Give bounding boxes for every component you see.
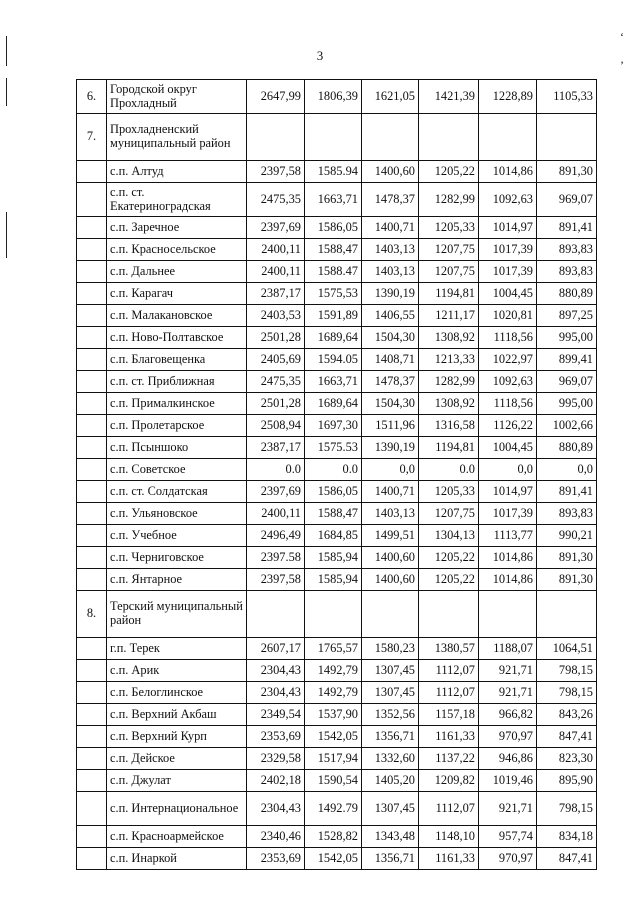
row-number xyxy=(77,161,107,183)
tariff-value xyxy=(305,114,362,161)
tariff-value: 2387,17 xyxy=(247,283,305,305)
tariff-value: 1585,94 xyxy=(305,547,362,569)
row-number xyxy=(77,547,107,569)
tariff-value: 1511,96 xyxy=(362,415,419,437)
tariff-value: 1588,47 xyxy=(305,503,362,525)
tariff-value xyxy=(305,591,362,638)
row-number xyxy=(77,217,107,239)
tariff-value: 1004,45 xyxy=(479,437,537,459)
tariff-value: 1207,75 xyxy=(419,239,479,261)
settlement-name: с.п. Дейское xyxy=(107,748,247,770)
tariff-value: 1161,33 xyxy=(419,848,479,870)
tariff-value: 897,25 xyxy=(537,305,597,327)
settlement-name: Терский муниципальный район xyxy=(107,591,247,638)
tariff-value: 1194,81 xyxy=(419,283,479,305)
table-row xyxy=(77,481,597,503)
table-row xyxy=(77,525,597,547)
table-row xyxy=(77,660,597,682)
settlement-name: с.п. Советское xyxy=(107,459,247,481)
tariff-value: 1282,99 xyxy=(419,371,479,393)
tariff-value: 1205,22 xyxy=(419,161,479,183)
tariff-value: 1112,07 xyxy=(419,660,479,682)
row-number xyxy=(77,327,107,349)
tariff-value: 2304,43 xyxy=(247,682,305,704)
tariff-value: 2405,69 xyxy=(247,349,305,371)
tariff-value: 2397,69 xyxy=(247,217,305,239)
tariff-value: 1118,56 xyxy=(479,393,537,415)
tariff-value: 2501,28 xyxy=(247,393,305,415)
row-number xyxy=(77,349,107,371)
settlement-name: с.п. Верхний Акбаш xyxy=(107,704,247,726)
tariff-value: 1390,19 xyxy=(362,437,419,459)
tariff-value: 0.0 xyxy=(419,459,479,481)
table-row xyxy=(77,371,597,393)
tariff-value: 1542,05 xyxy=(305,848,362,870)
row-number xyxy=(77,726,107,748)
table-row xyxy=(77,349,597,371)
tariff-value: 921,71 xyxy=(479,660,537,682)
tariff-value: 1806,39 xyxy=(305,80,362,114)
tariff-value: 1343,48 xyxy=(362,826,419,848)
tariff-value xyxy=(247,591,305,638)
tariff-value: 1017,39 xyxy=(479,239,537,261)
tariff-value: 1585.94 xyxy=(305,161,362,183)
table-row xyxy=(77,547,597,569)
tariff-value: 891,30 xyxy=(537,569,597,591)
tariff-value: 1020,81 xyxy=(479,305,537,327)
tariff-value: 1112,07 xyxy=(419,682,479,704)
row-number xyxy=(77,682,107,704)
tariff-value: 1591,89 xyxy=(305,305,362,327)
settlement-name: с.п. Красноармейское xyxy=(107,826,247,848)
tariff-value: 2353,69 xyxy=(247,848,305,870)
tariff-value: 1588.47 xyxy=(305,261,362,283)
tariff-value: 2508,94 xyxy=(247,415,305,437)
table-row xyxy=(77,161,597,183)
tariff-value: 1580,23 xyxy=(362,638,419,660)
tariff-value: 1380,57 xyxy=(419,638,479,660)
tariff-value: 2475,35 xyxy=(247,371,305,393)
table-row xyxy=(77,748,597,770)
tariff-value: 1022,97 xyxy=(479,349,537,371)
tariff-value: 0.0 xyxy=(247,459,305,481)
settlement-name: с.п. Ново-Полтавское xyxy=(107,327,247,349)
tariff-value: 1205,33 xyxy=(419,481,479,503)
tariff-value: 891,30 xyxy=(537,547,597,569)
tariff-value: 798,15 xyxy=(537,660,597,682)
tariff-value: 847,41 xyxy=(537,848,597,870)
settlement-name: с.п. Джулат xyxy=(107,770,247,792)
tariff-value: 1332,60 xyxy=(362,748,419,770)
settlement-name: с.п. Инаркой xyxy=(107,848,247,870)
tariff-value: 1112,07 xyxy=(419,792,479,826)
tariff-value: 1092,63 xyxy=(479,183,537,217)
tariff-value: 1590,54 xyxy=(305,770,362,792)
tariff-value: 1575,53 xyxy=(305,283,362,305)
tariff-value: 1406,55 xyxy=(362,305,419,327)
tariff-value: 1308,92 xyxy=(419,393,479,415)
tariff-value: 1403,13 xyxy=(362,503,419,525)
tariff-value: 1209,82 xyxy=(419,770,479,792)
row-number xyxy=(77,261,107,283)
tariff-value: 1308,92 xyxy=(419,327,479,349)
tariff-value: 1019,46 xyxy=(479,770,537,792)
tariff-value: 1504,30 xyxy=(362,393,419,415)
row-number xyxy=(77,525,107,547)
tariff-value: 798,15 xyxy=(537,682,597,704)
settlement-name: с.п. Ульяновское xyxy=(107,503,247,525)
tariff-value: 1356,71 xyxy=(362,848,419,870)
tariff-value: 1697,30 xyxy=(305,415,362,437)
tariff-value: 1014,86 xyxy=(479,569,537,591)
tariff-value: 1307,45 xyxy=(362,660,419,682)
tariff-value: 1211,17 xyxy=(419,305,479,327)
tariff-value: 957,74 xyxy=(479,826,537,848)
tariff-value: 798,15 xyxy=(537,792,597,826)
row-number xyxy=(77,305,107,327)
tariff-value: 1400,71 xyxy=(362,217,419,239)
row-number xyxy=(77,748,107,770)
settlement-name: г.п. Терек xyxy=(107,638,247,660)
scan-mark: ’ xyxy=(620,58,624,72)
settlement-name: с.п. Алтуд xyxy=(107,161,247,183)
tariff-value xyxy=(362,591,419,638)
settlement-name: с.п. ст. Приближная xyxy=(107,371,247,393)
tariff-value: 1400,60 xyxy=(362,569,419,591)
settlement-name: с.п. Псыншоко xyxy=(107,437,247,459)
tariff-value: 1017,39 xyxy=(479,503,537,525)
tariff-value: 1017,39 xyxy=(479,261,537,283)
tariff-value: 1492,79 xyxy=(305,660,362,682)
tariff-value: 1400,71 xyxy=(362,481,419,503)
row-number xyxy=(77,638,107,660)
tariff-value: 2400,11 xyxy=(247,503,305,525)
binding-mark xyxy=(6,212,7,258)
settlement-name: с.п. Пролетарское xyxy=(107,415,247,437)
tariff-value: 1356,71 xyxy=(362,726,419,748)
table-row xyxy=(77,503,597,525)
binding-mark xyxy=(6,36,7,66)
tariff-value: 1307,45 xyxy=(362,792,419,826)
table-row xyxy=(77,770,597,792)
tariff-value: 1585,94 xyxy=(305,569,362,591)
tariff-value: 893,83 xyxy=(537,261,597,283)
tariff-value: 2397,58 xyxy=(247,161,305,183)
tariff-value: 2496,49 xyxy=(247,525,305,547)
settlement-name: с.п. Карагач xyxy=(107,283,247,305)
tariff-value: 2397.58 xyxy=(247,547,305,569)
settlement-name: Городской округ Прохладный xyxy=(107,80,247,114)
tariff-value xyxy=(479,114,537,161)
tariff-value: 995,00 xyxy=(537,327,597,349)
settlement-name: с.п. Интернациональное xyxy=(107,792,247,826)
tariff-value: 1207,75 xyxy=(419,503,479,525)
tariff-value: 1586,05 xyxy=(305,217,362,239)
settlement-name: с.п. ст. Солдатская xyxy=(107,481,247,503)
tariff-value: 1517,94 xyxy=(305,748,362,770)
tariff-value: 1105,33 xyxy=(537,80,597,114)
settlement-name: с.п. Благовещенка xyxy=(107,349,247,371)
table-row xyxy=(77,826,597,848)
tariff-value: 1421,39 xyxy=(419,80,479,114)
settlement-name: с.п. Учебное xyxy=(107,525,247,547)
tariff-value: 823,30 xyxy=(537,748,597,770)
row-number xyxy=(77,848,107,870)
tariff-value: 1403,13 xyxy=(362,261,419,283)
tariff-value: 990,21 xyxy=(537,525,597,547)
tariff-value: 966,82 xyxy=(479,704,537,726)
tariff-value: 893,83 xyxy=(537,239,597,261)
row-number xyxy=(77,481,107,503)
tariff-value: 899,41 xyxy=(537,349,597,371)
row-number xyxy=(77,239,107,261)
settlement-name: с.п. Красносельское xyxy=(107,239,247,261)
tariff-value xyxy=(419,591,479,638)
scan-mark: ‘ xyxy=(620,30,624,44)
row-number xyxy=(77,371,107,393)
tariff-value: 895,90 xyxy=(537,770,597,792)
tariff-value: 1188,07 xyxy=(479,638,537,660)
tariff-value: 0,0 xyxy=(479,459,537,481)
table-row xyxy=(77,726,597,748)
tariff-value: 1352,56 xyxy=(362,704,419,726)
tariff-value: 891,30 xyxy=(537,161,597,183)
settlement-name: с.п. Прималкинское xyxy=(107,393,247,415)
tariff-value: 1390,19 xyxy=(362,283,419,305)
tariff-value: 834,18 xyxy=(537,826,597,848)
tariff-value: 1207,75 xyxy=(419,261,479,283)
tariff-value: 970,97 xyxy=(479,726,537,748)
tariff-value: 921,71 xyxy=(479,792,537,826)
tariff-value: 1157,18 xyxy=(419,704,479,726)
row-number xyxy=(77,826,107,848)
tariff-table xyxy=(76,79,597,870)
table-row xyxy=(77,682,597,704)
tariff-value: 2304,43 xyxy=(247,792,305,826)
tariff-value: 1304,13 xyxy=(419,525,479,547)
table-row xyxy=(77,305,597,327)
tariff-value: 2501,28 xyxy=(247,327,305,349)
row-number xyxy=(77,415,107,437)
row-number: 8. xyxy=(77,591,107,638)
tariff-value: 1316,58 xyxy=(419,415,479,437)
tariff-value xyxy=(479,591,537,638)
tariff-value: 1194,81 xyxy=(419,437,479,459)
tariff-value: 2400,11 xyxy=(247,239,305,261)
tariff-value: 2397,69 xyxy=(247,481,305,503)
tariff-value: 1118,56 xyxy=(479,327,537,349)
tariff-value xyxy=(419,114,479,161)
tariff-value: 1586,05 xyxy=(305,481,362,503)
tariff-value: 1213,33 xyxy=(419,349,479,371)
tariff-value: 1689,64 xyxy=(305,393,362,415)
tariff-value: 2304,43 xyxy=(247,660,305,682)
tariff-value: 1405,20 xyxy=(362,770,419,792)
tariff-value: 1689,64 xyxy=(305,327,362,349)
tariff-value xyxy=(537,591,597,638)
table-row xyxy=(77,848,597,870)
settlement-name: с.п. Малакановское xyxy=(107,305,247,327)
row-number xyxy=(77,183,107,217)
tariff-value: 1161,33 xyxy=(419,726,479,748)
tariff-value: 1064,51 xyxy=(537,638,597,660)
tariff-value: 1684,85 xyxy=(305,525,362,547)
table-row xyxy=(77,327,597,349)
tariff-value: 2349,54 xyxy=(247,704,305,726)
row-number xyxy=(77,393,107,415)
settlement-name: Прохладненский муниципальный район xyxy=(107,114,247,161)
tariff-value: 0,0 xyxy=(362,459,419,481)
tariff-value: 1537,90 xyxy=(305,704,362,726)
tariff-value: 847,41 xyxy=(537,726,597,748)
tariff-value: 1014,86 xyxy=(479,547,537,569)
tariff-value: 1014,86 xyxy=(479,161,537,183)
tariff-value: 970,97 xyxy=(479,848,537,870)
row-number xyxy=(77,660,107,682)
row-number xyxy=(77,503,107,525)
tariff-value: 1126,22 xyxy=(479,415,537,437)
tariff-value: 969,07 xyxy=(537,183,597,217)
tariff-value: 1205,33 xyxy=(419,217,479,239)
tariff-value: 0,0 xyxy=(537,459,597,481)
tariff-value: 2607,17 xyxy=(247,638,305,660)
tariff-value: 1408,71 xyxy=(362,349,419,371)
tariff-value: 1621,05 xyxy=(362,80,419,114)
tariff-value: 1403,13 xyxy=(362,239,419,261)
tariff-value: 2387,17 xyxy=(247,437,305,459)
table-row xyxy=(77,704,597,726)
tariff-value: 891,41 xyxy=(537,481,597,503)
tariff-value: 1594.05 xyxy=(305,349,362,371)
tariff-value: 1400,60 xyxy=(362,547,419,569)
row-number xyxy=(77,437,107,459)
tariff-value: 1004,45 xyxy=(479,283,537,305)
tariff-value: 1014,97 xyxy=(479,481,537,503)
table-row xyxy=(77,591,597,638)
tariff-value: 969,07 xyxy=(537,371,597,393)
tariff-value xyxy=(362,114,419,161)
row-number xyxy=(77,704,107,726)
settlement-name: с.п. Янтарное xyxy=(107,569,247,591)
tariff-value: 1400,60 xyxy=(362,161,419,183)
tariff-value: 1478,37 xyxy=(362,183,419,217)
tariff-value: 1765,57 xyxy=(305,638,362,660)
tariff-value: 1205,22 xyxy=(419,547,479,569)
table-row xyxy=(77,393,597,415)
tariff-value: 2353,69 xyxy=(247,726,305,748)
tariff-value: 1492,79 xyxy=(305,682,362,704)
tariff-value: 1663,71 xyxy=(305,371,362,393)
table-row xyxy=(77,638,597,660)
settlement-name: с.п. Черниговское xyxy=(107,547,247,569)
tariff-value: 2403,53 xyxy=(247,305,305,327)
tariff-value: 0.0 xyxy=(305,459,362,481)
row-number: 6. xyxy=(77,80,107,114)
settlement-name: с.п. Верхний Курп xyxy=(107,726,247,748)
table-row xyxy=(77,792,597,826)
tariff-value: 1307,45 xyxy=(362,682,419,704)
settlement-name: с.п. ст. Екатериноградская xyxy=(107,183,247,217)
tariff-value: 1092,63 xyxy=(479,371,537,393)
table-row xyxy=(77,114,597,161)
page-number: 3 xyxy=(316,48,324,63)
table-row xyxy=(77,283,597,305)
row-number xyxy=(77,283,107,305)
tariff-value: 1528,82 xyxy=(305,826,362,848)
tariff-value: 1282,99 xyxy=(419,183,479,217)
tariff-value: 946,86 xyxy=(479,748,537,770)
tariff-value xyxy=(537,114,597,161)
tariff-value: 2329,58 xyxy=(247,748,305,770)
tariff-value: 1663,71 xyxy=(305,183,362,217)
row-number xyxy=(77,770,107,792)
settlement-name: с.п. Белоглинское xyxy=(107,682,247,704)
tariff-value: 891,41 xyxy=(537,217,597,239)
tariff-value: 2397,58 xyxy=(247,569,305,591)
table-row xyxy=(77,217,597,239)
tariff-value: 1148,10 xyxy=(419,826,479,848)
table-row xyxy=(77,415,597,437)
tariff-value xyxy=(247,114,305,161)
table-row xyxy=(77,80,597,114)
tariff-value: 995,00 xyxy=(537,393,597,415)
tariff-value: 1205,22 xyxy=(419,569,479,591)
tariff-value: 1492.79 xyxy=(305,792,362,826)
tariff-value: 2402,18 xyxy=(247,770,305,792)
tariff-value: 2400,11 xyxy=(247,261,305,283)
tariff-value: 1542,05 xyxy=(305,726,362,748)
table-body xyxy=(77,80,597,870)
row-number xyxy=(77,459,107,481)
binding-mark xyxy=(6,78,7,106)
tariff-value: 1478,37 xyxy=(362,371,419,393)
table-row xyxy=(77,239,597,261)
settlement-name: с.п. Дальнее xyxy=(107,261,247,283)
tariff-value: 893,83 xyxy=(537,503,597,525)
tariff-value: 1137,22 xyxy=(419,748,479,770)
tariff-value: 1014,97 xyxy=(479,217,537,239)
settlement-name: с.п. Арик xyxy=(107,660,247,682)
table-row xyxy=(77,459,597,481)
table-row xyxy=(77,183,597,217)
tariff-value: 921,71 xyxy=(479,682,537,704)
tariff-value: 1504,30 xyxy=(362,327,419,349)
tariff-value: 1113,77 xyxy=(479,525,537,547)
tariff-value: 1228,89 xyxy=(479,80,537,114)
tariff-value: 1588,47 xyxy=(305,239,362,261)
table-row xyxy=(77,261,597,283)
tariff-value: 2340,46 xyxy=(247,826,305,848)
settlement-name: с.п. Заречное xyxy=(107,217,247,239)
tariff-value: 1499,51 xyxy=(362,525,419,547)
tariff-value: 2475,35 xyxy=(247,183,305,217)
row-number: 7. xyxy=(77,114,107,161)
tariff-value: 1575.53 xyxy=(305,437,362,459)
row-number xyxy=(77,569,107,591)
tariff-value: 880,89 xyxy=(537,283,597,305)
tariff-value: 843,26 xyxy=(537,704,597,726)
table-row xyxy=(77,437,597,459)
row-number xyxy=(77,792,107,826)
tariff-value: 1002,66 xyxy=(537,415,597,437)
tariff-value: 2647,99 xyxy=(247,80,305,114)
tariff-value: 880,89 xyxy=(537,437,597,459)
table-row xyxy=(77,569,597,591)
